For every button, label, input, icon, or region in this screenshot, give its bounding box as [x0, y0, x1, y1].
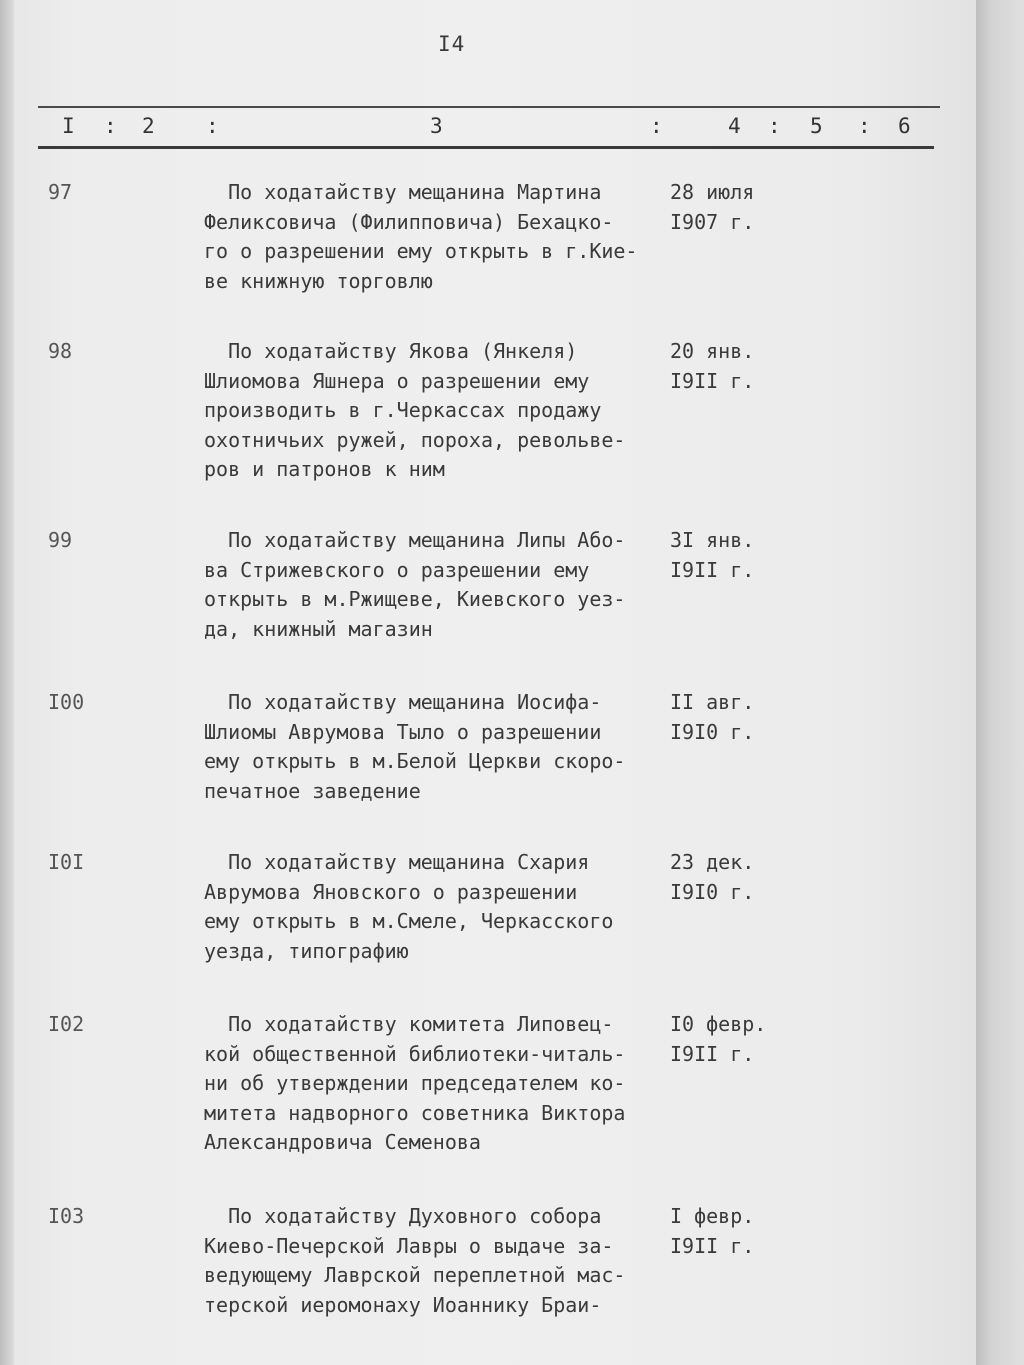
- row-number: I0I: [48, 850, 85, 874]
- row-date: 23 дек. I9I0 г.: [670, 850, 755, 904]
- row-date: I0 февр. I9II г.: [670, 1012, 767, 1066]
- row-date: 28 июля I907 г.: [670, 180, 755, 234]
- header-top-rule: [38, 106, 940, 108]
- column-header-5: 5: [810, 114, 823, 138]
- column-header-separator: :: [650, 114, 663, 138]
- row-description: По ходатайству мещанина Липы Або- ва Стрижевского о разрешении ему открыть в м.Ржищеве, Киевского уез- да, книжный магазин: [204, 528, 626, 641]
- column-header-2: 2: [142, 114, 155, 138]
- row-date: I февр. I9II г.: [670, 1204, 755, 1258]
- row-date: 3I янв. I9II г.: [670, 528, 755, 582]
- row-description: По ходатайству Духовного собора Киево-Печерской Лавры о выдаче за- ведующему Лаврской переплетной мас- терской иеромонаху Иоаннику Браи-: [204, 1204, 626, 1317]
- row-description: По ходатайству мещанина Мартина Феликсовича (Филипповича) Бехацко- го о разрешении ему открыть в г.Кие- ве книжную торговлю: [204, 180, 638, 293]
- row-number: I00: [48, 690, 85, 714]
- row-description: По ходатайству комитета Липовец- кой общественной библиотеки-читаль- ни об утверждении председателем ко- митета надворного советника Виктора Александровича Семенова: [204, 1012, 626, 1154]
- row-number: I03: [48, 1204, 85, 1228]
- column-header-4: 4: [728, 114, 741, 138]
- page-binding-edge: [0, 0, 14, 1365]
- underlying-page-edge: [976, 0, 1024, 1365]
- row-date: 20 янв. I9II г.: [670, 339, 755, 393]
- column-header-separator: :: [858, 114, 871, 138]
- page-number: I4: [438, 32, 466, 56]
- header-bottom-rule: [38, 146, 934, 149]
- column-header-separator: :: [768, 114, 781, 138]
- column-header-1: I: [62, 114, 75, 138]
- row-description: По ходатайству Якова (Янкеля) Шлиомова Яшнера о разрешении ему производить в г.Черкассах продажу охотничьих ружей, пороха, револьве- ров и патронов к ним: [204, 339, 626, 481]
- row-number: 99: [48, 528, 73, 552]
- row-number: 98: [48, 339, 73, 363]
- row-number: 97: [48, 180, 73, 204]
- column-header-3: 3: [430, 114, 443, 138]
- row-number: I02: [48, 1012, 85, 1036]
- row-description: По ходатайству мещанина Иосифа- Шлиомы Аврумова Тыло о разрешении ему открыть в м.Белой Церкви скоро- печатное заведение: [204, 690, 626, 803]
- column-header-separator: :: [104, 114, 117, 138]
- row-description: По ходатайству мещанина Схария Аврумова Яновского о разрешении ему открыть в м.Смеле, Черкасского уезда, типографию: [204, 850, 614, 963]
- column-header-6: 6: [898, 114, 911, 138]
- column-header-separator: :: [206, 114, 219, 138]
- row-date: II авг. I9I0 г.: [670, 690, 755, 744]
